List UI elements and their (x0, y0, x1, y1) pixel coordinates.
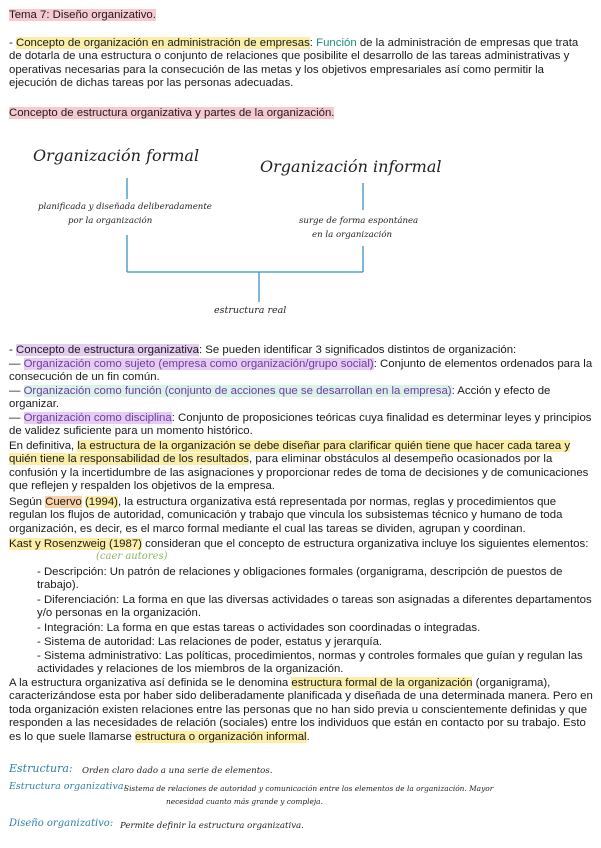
elemento-administrativo: - Sistema administrativo: Las políticas, procedimientos, normas y controles formales que guían y regulan las actividades y relaciones de los miembros de la organización. (37, 650, 583, 676)
kast-paragraph: Kast y Rosenzweig (1987) consideran que el concepto de estructura organizativa incluye los siguientes elementos: (9, 538, 589, 550)
hand-estructura-term: Estructura: (9, 762, 73, 775)
item-disciplina: — Organización como disciplina: Conjunto de proposiciones teóricas cuya finalidad es determinar leyes y principios de validez suficiente para un momento histórico. (9, 412, 592, 438)
diagram-bottom-label: estructura real (214, 305, 287, 316)
hand-est-org-term: Estructura organizativa: (9, 781, 127, 792)
item-funcion: — Organización como función (conjunto de acciones que se desarrollan en la empresa): Acción y efecto de organizar. (9, 385, 551, 411)
cuervo-paragraph: Según Cuervo (1994), la estructura organizativa está representada por normas, reglas y procedimientos que regulan los flujos de autoridad, comunicación y trabajo que vincula los subsistemas técnico y humano de toda organización, es decir, es el marco formal mediante el cual las tareas se dividen, agrupan y coordinan. (9, 496, 563, 535)
diagram-formal-desc-1: planificada y diseñada deliberadamente (38, 202, 212, 212)
hand-est-org-def-1: Sistema de relaciones de autoridad y comunicación entre los elementos de la organización. Mayor (124, 784, 494, 793)
significados-term: Concepto de estructura organizativa (15, 344, 199, 356)
hand-diseno-def: Permite definir la estructura organizativa. (120, 821, 304, 831)
kast-note: (caer autores) (96, 551, 168, 562)
significados-paragraph: - Concepto de estructura organizativa: Se pueden identificar 3 significados distintos de organización: (9, 344, 517, 356)
intro-term: Concepto de organización en administración de empresas (15, 37, 310, 49)
document-title: Tema 7: Diseño organizativo. (9, 9, 156, 21)
item-sujeto: — Organización como sujeto (empresa como organización/grupo social): Conjunto de elementos ordenados para la consecución de un fin común. (9, 358, 593, 384)
diagram-informal-title: Organización informal (260, 157, 442, 176)
formal-paragraph: A la estructura organizativa así definida se le denomina estructura formal de la organización (organigrama), caracterizándose esta por haber sido deliberadamente planificada y diseñada de una determinada manera. Pero en toda organización existen relaciones entre las personas que no han sido previa u conscientemente definidas y que responden a las necesidades de relación (sociales) entre los individuos que están en contacto por su trabajo. Esto es lo que suele llamarse estructura o organización informal. (9, 677, 593, 743)
diagram-informal-desc-2: en la organización (312, 230, 393, 240)
intro-funcion: Función (316, 37, 357, 49)
diagram-informal-desc-1: surge de forma espontánea (299, 216, 419, 226)
hand-est-org-def-2: necesidad cuanto más grande y compleja. (166, 797, 323, 806)
diagram-formal-desc-2: por la organización (68, 216, 153, 226)
intro-paragraph: - Concepto de organización en administración de empresas: Función de la administración de empresas que trata de dotarla de una estructura o conjunto de relaciones que posibilite el desarrollo de las tareas administrativas y operativas necesarias para la consecución de las metas y los objetivos empresariales así como permitir la ejecución de dichas tareas por las personas adecuadas. (9, 37, 579, 90)
elemento-integracion: - Integración: La forma en que estas tareas o actividades son coordinadas o integradas. (37, 622, 481, 634)
estructura-heading: Concepto de estructura organizativa y partes de la organización. (9, 107, 335, 119)
elemento-diferenciacion: - Diferenciación: La forma en que las diversas actividades o tareas son asignadas a diferentes departamentos y/o personas en la organización. (37, 594, 592, 620)
elemento-autoridad: - Sistema de autoridad: Las relaciones de poder, estatus y jerarquía. (37, 636, 383, 648)
hand-diseno-term: Diseño organizativo: (9, 818, 114, 829)
definitiva-paragraph: En definitiva, la estructura de la organización se debe diseñar para clarificar quién tiene que hacer cada tarea y quién tiene la responsabilidad de los resultados, para eliminar obstáculos al desempeño ocasionados por la confusión y la incertidumbre de las asignaciones y proporcionar redes de toma de decisiones y de comunicaciones que reflejen y respalden los objetivos de la empresa. (9, 440, 589, 493)
elemento-descripcion: - Descripción: Un patrón de relaciones y obligaciones formales (organigrama, descripción de puestos de trabajo). (37, 566, 563, 592)
diagram-formal-title: Organización formal (33, 146, 200, 165)
hand-estructura-def: Orden claro dado a una serie de elementos. (82, 766, 273, 776)
